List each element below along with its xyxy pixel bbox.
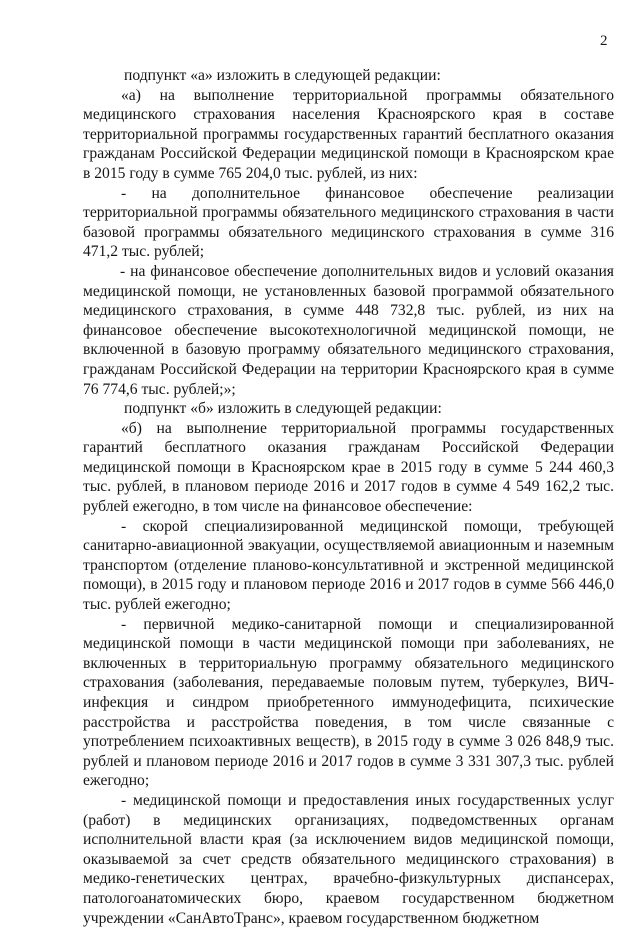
- paragraph-bullet-basic-program: - на дополнительное финансовое обеспечение реализации территориальной программы обязательного медицинского страхования в части базовой программы обязательного медицинского страхования в сумме 316 471,2 тыс. рублей;: [83, 184, 614, 261]
- paragraph-subpoint-a-text: «а) на выполнение территориальной программы обязательного медицинского страхования населения Красноярского края в составе территориальной программы государственных гарантий бесплатного оказания гражданам Российской Федерации медицинской помощи в Красноярском крае в 2015 году в сумме 765 204,0 тыс. рублей, из них:: [83, 86, 614, 182]
- paragraph-subpoint-b-text: «б) на выполнение территориальной программы государственных гарантий бесплатного оказания гражданам Российской Федерации медицинской помощи в Красноярском крае в 2015 году в сумме 5 244 460,3 тыс. рублей, в плановом периоде 2016 и 2017 годов в сумме 4 549 162,2 тыс. рублей ежегодно, в том числе на финансовое обеспечение:: [83, 419, 614, 516]
- document-body: [83, 66, 614, 928]
- paragraph-bullet-ambulance: - скорой специализированной медицинской помощи, требующей санитарно-авиационной эвакуации, осуществляемой авиационным и наземным транспортом (отделение планово-консультативной и экстренной медицинской помощи), в 2015 году и плановом периоде 2016 и 2017 годов в сумме 566 446,0 тыс. рублей ежегодно;: [83, 517, 614, 614]
- paragraph-subpoint-a-heading: подпункт «а» изложить в следующей редакции:: [124, 67, 441, 84]
- paragraph-bullet-primary-care: - первичной медико-санитарной помощи и специализированной медицинской помощи в части медицинской помощи при заболеваниях, не включенных в территориальную программу обязательного медицинского страхования (заболевания, передаваемые половым путем, туберкулез, ВИЧ-инфекция и синдром приобретенного иммунодефицита, психические расстройства и расстройства поведения, в том числе связанные с употреблением психоактивных веществ), в 2015 году в сумме 3 026 848,9 тыс. рублей и плановом периоде 2016 и 2017 годов в сумме 3 331 307,3 тыс. рублей ежегодно;: [83, 615, 614, 790]
- paragraph-bullet-additional-types: - на финансовое обеспечение дополнительных видов и условий оказания медицинской помощи, не установленных базовой программой обязательного медицинского страхования, в сумме 448 732,8 тыс. рублей, из них на финансовое обеспечение высокотехнологичной медицинской помощи, не включенной в базовую программу обязательного медицинского страхования, гражданам Российской Федерации на территории Красноярского края в сумме 76 774,6 тыс. рублей;»;: [83, 262, 614, 398]
- paragraph-bullet-other-services: - медицинской помощи и предоставления иных государственных услуг (работ) в медицинских организациях, подведомственных органам исполнительной власти края (за исключением видов медицинской помощи, оказываемой за счет средств обязательного медицинского страхования) в медико-генетических центрах, врачебно-физкультурных диспансерах, патологоанатомических бюро, краевом государственном бюджетном учреждении «СанАвтоТранс», краевом государственном бюджетном: [83, 791, 614, 927]
- paragraph-subpoint-b-heading: подпункт «б» изложить в следующей редакции:: [124, 400, 442, 418]
- page-number: 2: [600, 33, 608, 49]
